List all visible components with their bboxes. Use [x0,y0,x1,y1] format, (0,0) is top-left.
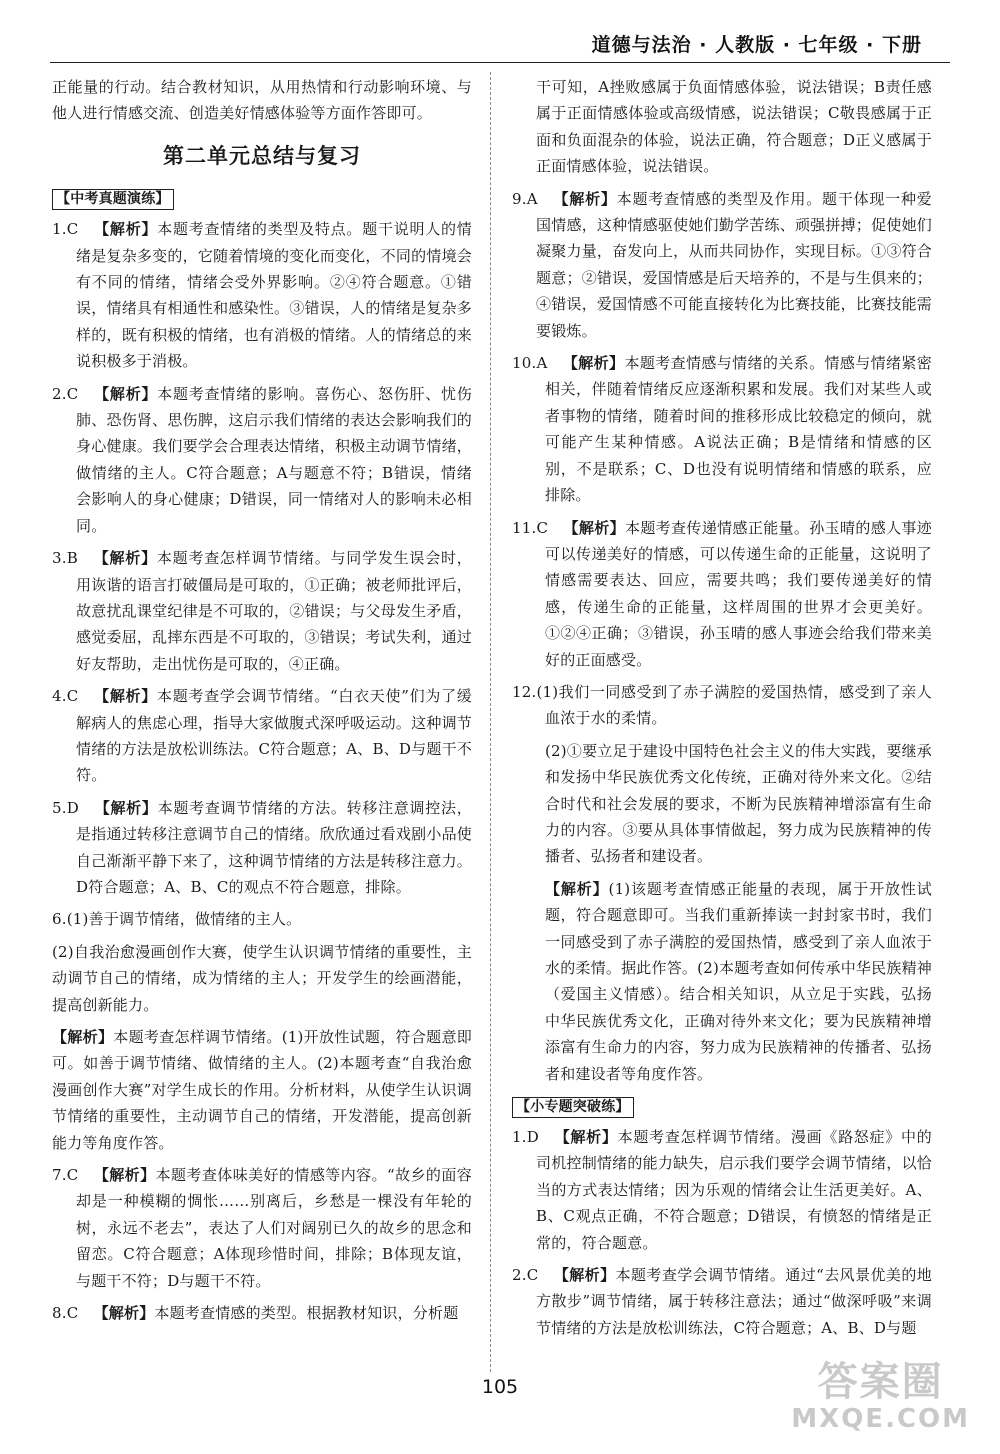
topic-item-1: 1.D 【解析】本题考查怎样调节情绪。漫画《路怒症》中的司机控制情绪的能力缺失，启示我们要学会调节情绪，以恰当的方式表达情绪；因为乐观的情绪会让生活更美好。A、B、C观点正确，不符合题意；D错误，有愤怒的情绪是正常的，符合题意。 [512,1128,932,1252]
answer-item-1: 1.C 【解析】本题考查情绪的类型及特点。题干说明人的情绪是复杂多变的，它随着情境的变化而变化，不同的情境会有不同的情绪，情绪会受外界影响。②④符合题意。①错误，情绪具有相通性和感染性。③错误，人的情绪是复杂多样的，既有积极的情绪，也有消极的情绪。人的情绪总的来说积极多于消极。 [52,220,472,371]
answer-item-6-analysis: 【解析】本题考查怎样调节情绪。(1)开放性试题，符合题意即可。如善于调节情绪、做情绪的主人。(2)本题考查“自我治愈漫画创作大赛”对学生成长的作用。分析材料，从使学生认识调节情绪的重要性，主动调节自己的情绪，开发潜能，提高创新能力等角度作答。 [52,1028,473,1152]
right-column [512,74,932,1347]
page-header-title: 道德与法治 · 人教版 · 七年级 · 下册 [591,34,922,56]
intro-paragraph: 正能量的行动。结合教材知识，从用热情和行动影响环境、与他人进行情感交流、创造美好情感体验等方面作答即可。 [52,78,472,123]
answer-item-7: 7.C 【解析】本题考查体味美好的情感等内容。“故乡的面容却是一种模糊的惆怅……别离后，乡愁是一棵没有年轮的树，永远不老去”，表达了人们对阔别已久的故乡的思念和留恋。C符合题意；A体现珍惜时间，排除；B体现友谊，与题干不符；D与题干不符。 [52,1166,472,1290]
column-divider [490,72,491,1372]
answer-item-9: 9.A 【解析】本题考查情感的类型及作用。题干体现一种爱国情感，这种情感驱使她们勤学苦练、顽强拼搏；促使她们凝聚力量，奋发向上，从而共同协作，实现目标。①③符合题意；②错误，爱国情感是后天培养的，不是与生俱来的；④错误，爱国情感不可能直接转化为比赛技能，比赛技能需要锻炼。 [512,189,932,340]
answer-item-10: 10.A 【解析】本题考查情感与情绪的关系。情感与情绪紧密相关，伴随着情绪反应逐渐积累和发展。我们对某些人或者事物的情绪，随着时间的推移形成比较稳定的倾向，就可能产生某种情感。A说法正确；B是情绪和情感的区别，不是联系；C、D也没有说明情绪和情感的联系，应排除。 [512,354,932,505]
answer-item-4: 4.C 【解析】本题考查学会调节情绪。“白衣天使”们为了缓解病人的焦虑心理，指导大家做腹式深呼吸运动。这种调节情绪的方法是放松训练法。C符合题意；A、B、D与题干不符。 [52,687,472,785]
answer-item-11: 11.C 【解析】本题考查传递情感正能量。孙玉晴的感人事迹可以传递美好的情感，可以传递生命的正能量，这说明了情感需要表达、回应，需要共鸣；我们要传递美好的情感，传递生命的正能量，这样周围的世界才会更美好。①②④正确；③错误，孙玉晴的感人事迹会给我们带来美好的正面感受。 [512,518,932,669]
topic-item-2: 2.C 【解析】本题考查学会调节情绪。通过“去风景优美的地方散步”调节情绪，属于转移注意法；通过“做深呼吸”来调节情绪的方法是放松训练法，C符合题意；A、B、D与题 [512,1266,932,1337]
answer-item-12-analysis: 【解析】(1)该题考查情感正能量的表现，属于开放性试题，符合题意即可。当我们重新捧读一封封家书时，我们一同感受到了赤子满腔的爱国热情，感受到了亲人血浓于水的柔情。据此作答。(2)本题考查如何传承中华民族精神（爱国主义情感）。结合相关知识，从立足于实践，弘扬中华民族优秀文化，正确对待外来文化；要为民族精神增添富有生命力的内容，努力成为民族精神的传播者、弘扬者和建设者等角度作答。 [545,879,932,1083]
section-badge-topic: 【小专题突破练】 [512,1097,634,1118]
answer-item-12-part1: 12.(1)我们一同感受到了赤子满腔的爱国热情，感受到了亲人血浓于水的柔情。 [512,682,932,728]
section-title: 第二单元总结与复习 [163,142,361,168]
answer-item-2: 2.C 【解析】本题考查情绪的影响。喜伤心、怒伤肝、忧伤肺、恐伤肾、思伤脾，这启示我们情绪的表达会影响我们的身心健康。我们要学会合理表达情绪，积极主动调节情绪，做情绪的主人。C符合题意；A与题意不符；B错误，情绪会影响人的身心健康；D错误，同一情绪对人的影响未必相同。 [52,384,472,535]
page-number: 105 [481,1376,519,1398]
answer-item-8: 8.C 【解析】本题考查情感的类型。根据教材知识，分析题 [52,1304,459,1323]
answer-item-3: 3.B 【解析】本题考查怎样调节情绪。与同学发生误会时，用诙谐的语言打破僵局是可取的，①正确；被老师批评后，故意扰乱课堂纪律是不可取的，②错误；与父母发生矛盾，感觉委屈，乱摔东西是不可取的，③错误；考试失利，通过好友帮助，走出忧伤是可取的，④正确。 [52,549,472,673]
answer-item-8-continued: 干可知，A挫败感属于负面情感体验，说法错误；B责任感属于正面情感体验或高级情感，说法错误；C敬畏感属于正面和负面混杂的体验，说法正确，符合题意；D正义感属于正面情感体验，说法错误。 [536,78,932,176]
answer-item-6-part2: (2)自我治愈漫画创作大赛，使学生认识调节情绪的重要性，主动调节自己的情绪，成为情绪的主人；开发学生的绘画潜能，提高创新能力。 [52,942,472,1014]
header-rule [50,62,950,63]
answer-item-12-part2: (2)①要立足于建设中国特色社会主义的伟大实践，要继承和发扬中华民族优秀文化传统，正确对待外来文化。②结合时代和社会发展的要求，不断为民族精神增添富有生命力的内容。③要从具体事情做起，努力成为民族精神的传播者、弘扬者和建设者。 [545,741,932,866]
watermark-cn: 答案圈 [817,1359,944,1405]
watermark-logo [791,1360,970,1434]
answer-item-6-part1: 6.(1)善于调节情绪，做情绪的主人。 [52,910,302,929]
section-badge-exam: 【中考真题演练】 [52,189,174,210]
watermark-en: MXQE.COM [791,1404,970,1434]
left-column [52,74,472,1332]
answer-item-5: 5.D 【解析】本题考查调节情绪的方法。转移注意调控法，是指通过转移注意调节自己的情绪。欣欣通过看戏剧小品使自己渐渐平静下来了，这种调节情绪的方法是转移注意力。D符合题意；A、B、C的观点不符合题意，排除。 [52,798,472,896]
